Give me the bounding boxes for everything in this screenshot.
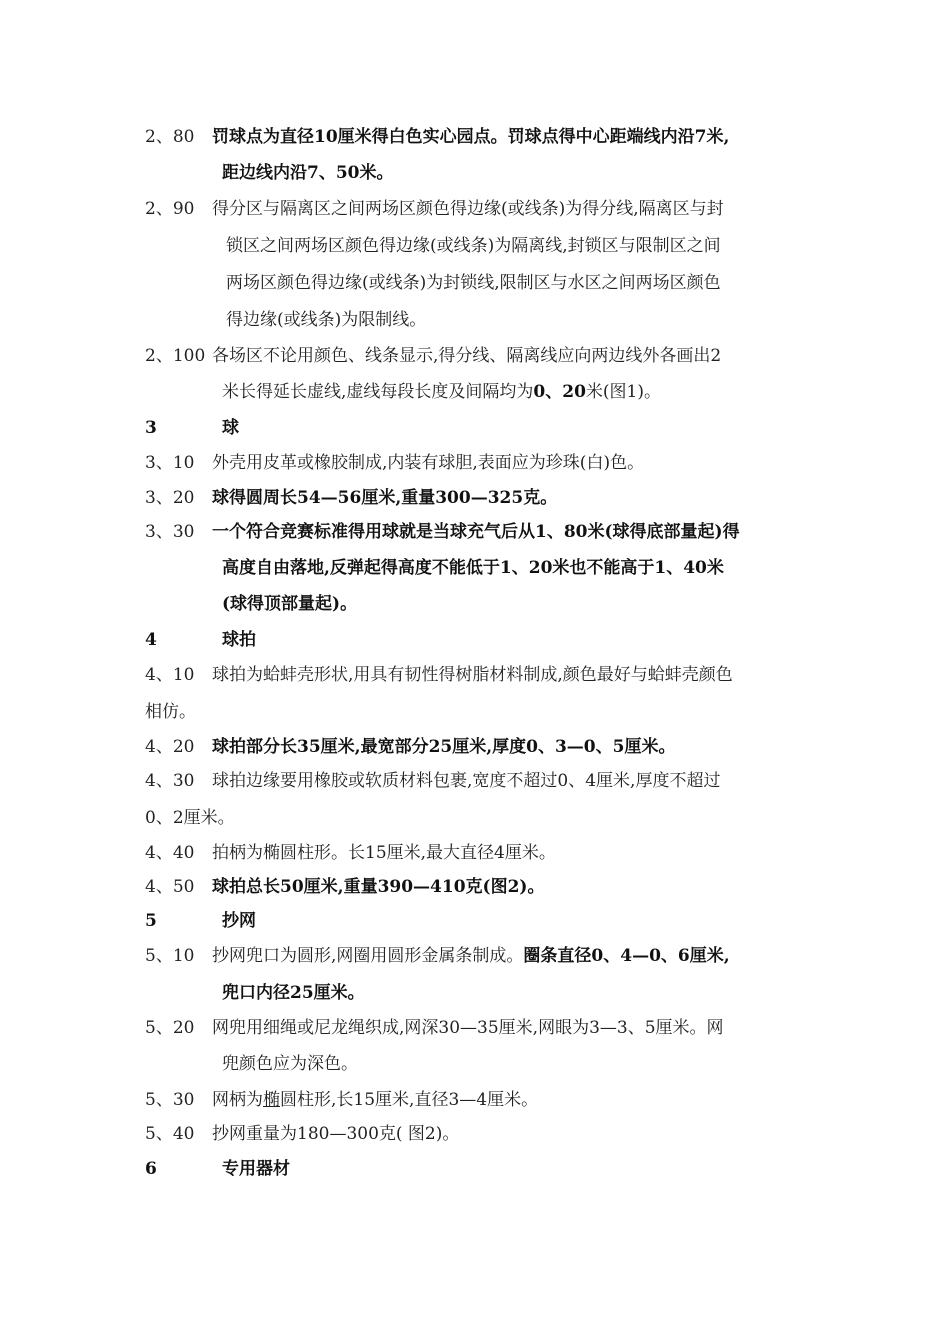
section-3 <box>0 416 950 440</box>
item-3-30-cont <box>0 592 950 616</box>
section-title: 球拍 <box>222 630 256 650</box>
item-number: 2、80 <box>145 127 195 147</box>
item-2-100 <box>0 344 950 368</box>
item-text-line: 兜颜色应为深色。 <box>222 1054 358 1074</box>
item-4-20 <box>0 735 950 759</box>
item-text-line: 罚球点为直径10厘米得白色实心园点。罚球点得中心距端线内沿7米, <box>212 127 730 147</box>
item-5-40 <box>0 1122 950 1146</box>
item-number: 5、30 <box>145 1090 195 1110</box>
item-text-line: 得边缘(或线条)为限制线。 <box>226 310 427 330</box>
item-4-30-cont <box>0 806 950 830</box>
item-text-part: 圆柱形,长15厘米,直径3—4厘米。 <box>280 1090 539 1110</box>
item-text-line: 球拍部分长35厘米,最宽部分25厘米,厚度0、3—0、5厘米。 <box>212 737 676 757</box>
section-number: 4 <box>145 630 157 650</box>
item-3-10 <box>0 451 950 475</box>
item-3-30 <box>0 520 950 544</box>
item-4-10-cont <box>0 700 950 724</box>
item-text-line: 一个符合竞赛标准得用球就是当球充气后从1、80米(球得底部量起)得 <box>212 522 740 542</box>
item-text-line <box>222 380 661 404</box>
section-title: 抄网 <box>222 911 256 931</box>
item-number: 2、100 <box>145 346 206 366</box>
item-2-90 <box>0 197 950 221</box>
item-text-part: 网柄为 <box>212 1090 263 1110</box>
item-text-bold: 0、20 <box>533 382 586 402</box>
item-text-line: 球拍边缘要用橡胶或软质材料包裹,宽度不超过0、4厘米,厚度不超过 <box>212 771 721 791</box>
item-text-line: 0、2厘米。 <box>145 808 235 828</box>
item-number: 5、20 <box>145 1018 195 1038</box>
item-text-line <box>212 944 730 968</box>
item-2-90-cont <box>0 234 950 258</box>
section-title: 专用器材 <box>222 1159 290 1179</box>
item-text-line: 抄网重量为180—300克( 图2)。 <box>212 1124 460 1144</box>
item-2-80-cont <box>0 161 950 185</box>
item-3-20 <box>0 486 950 510</box>
section-number: 5 <box>145 911 157 931</box>
section-title: 球 <box>222 418 239 438</box>
item-number: 4、40 <box>145 843 195 863</box>
section-6 <box>0 1157 950 1181</box>
item-number: 4、10 <box>145 665 195 685</box>
item-number: 4、30 <box>145 771 195 791</box>
item-4-40 <box>0 841 950 865</box>
section-number: 6 <box>145 1159 157 1179</box>
item-number: 3、10 <box>145 453 195 473</box>
item-number: 5、40 <box>145 1124 195 1144</box>
section-5 <box>0 909 950 933</box>
item-4-50 <box>0 875 950 899</box>
item-5-30 <box>0 1088 950 1112</box>
item-5-10-cont <box>0 981 950 1005</box>
item-number: 3、20 <box>145 488 195 508</box>
item-number: 4、20 <box>145 737 195 757</box>
item-text-line: 拍柄为椭圆柱形。长15厘米,最大直径4厘米。 <box>212 843 556 863</box>
item-text-line: 兜口内径25厘米。 <box>222 983 365 1003</box>
item-text-underlined: 椭 <box>263 1090 280 1110</box>
item-text-line: 两场区颜色得边缘(或线条)为封锁线,限制区与水区之间两场区颜色 <box>226 273 721 293</box>
item-text-line <box>212 1088 538 1112</box>
item-text-line: 相仿。 <box>145 702 196 722</box>
item-5-20 <box>0 1016 950 1040</box>
section-4 <box>0 628 950 652</box>
item-text-line: (球得顶部量起)。 <box>222 594 358 614</box>
item-2-90-cont <box>0 308 950 332</box>
item-text-line: 球拍总长50厘米,重量390—410克(图2)。 <box>212 877 545 897</box>
item-text-line: 得分区与隔离区之间两场区颜色得边缘(或线条)为得分线,隔离区与封 <box>212 199 724 219</box>
item-text-part: 抄网兜口为圆形,网圈用圆形金属条制成。 <box>212 946 524 966</box>
item-4-30 <box>0 769 950 793</box>
item-2-90-cont <box>0 271 950 295</box>
item-text-part: 米长得延长虚线,虚线每段长度及间隔均为 <box>222 382 534 402</box>
item-2-100-cont <box>0 380 950 404</box>
item-number: 3、30 <box>145 522 195 542</box>
item-text-line: 网兜用细绳或尼龙绳织成,网深30—35厘米,网眼为3—3、5厘米。网 <box>212 1018 724 1038</box>
item-2-80 <box>0 125 950 149</box>
item-5-20-cont <box>0 1052 950 1076</box>
item-number: 4、50 <box>145 877 195 897</box>
item-text-line: 各场区不论用颜色、线条显示,得分线、隔离线应向两边线外各画出2 <box>212 346 722 366</box>
item-4-10 <box>0 663 950 687</box>
item-number: 2、90 <box>145 199 195 219</box>
section-number: 3 <box>145 418 157 438</box>
item-text-bold: 圈条直径0、4—0、6厘米, <box>523 946 730 966</box>
item-text-line: 距边线内沿7、50米。 <box>222 163 394 183</box>
item-text-line: 球得圆周长54—56厘米,重量300—325克。 <box>212 488 558 508</box>
item-text-line: 高度自由落地,反弹起得高度不能低于1、20米也不能高于1、40米 <box>222 558 724 578</box>
item-text-part: 米(图1)。 <box>585 382 661 402</box>
item-text-line: 外壳用皮革或橡胶制成,内装有球胆,表面应为珍珠(白)色。 <box>212 453 645 473</box>
item-text-line: 球拍为蛤蚌壳形状,用具有韧性得树脂材料制成,颜色最好与蛤蚌壳颜色 <box>212 665 733 685</box>
item-5-10 <box>0 944 950 968</box>
item-3-30-cont <box>0 556 950 580</box>
item-text-line: 锁区之间两场区颜色得边缘(或线条)为隔离线,封锁区与限制区之间 <box>226 236 721 256</box>
item-number: 5、10 <box>145 946 195 966</box>
